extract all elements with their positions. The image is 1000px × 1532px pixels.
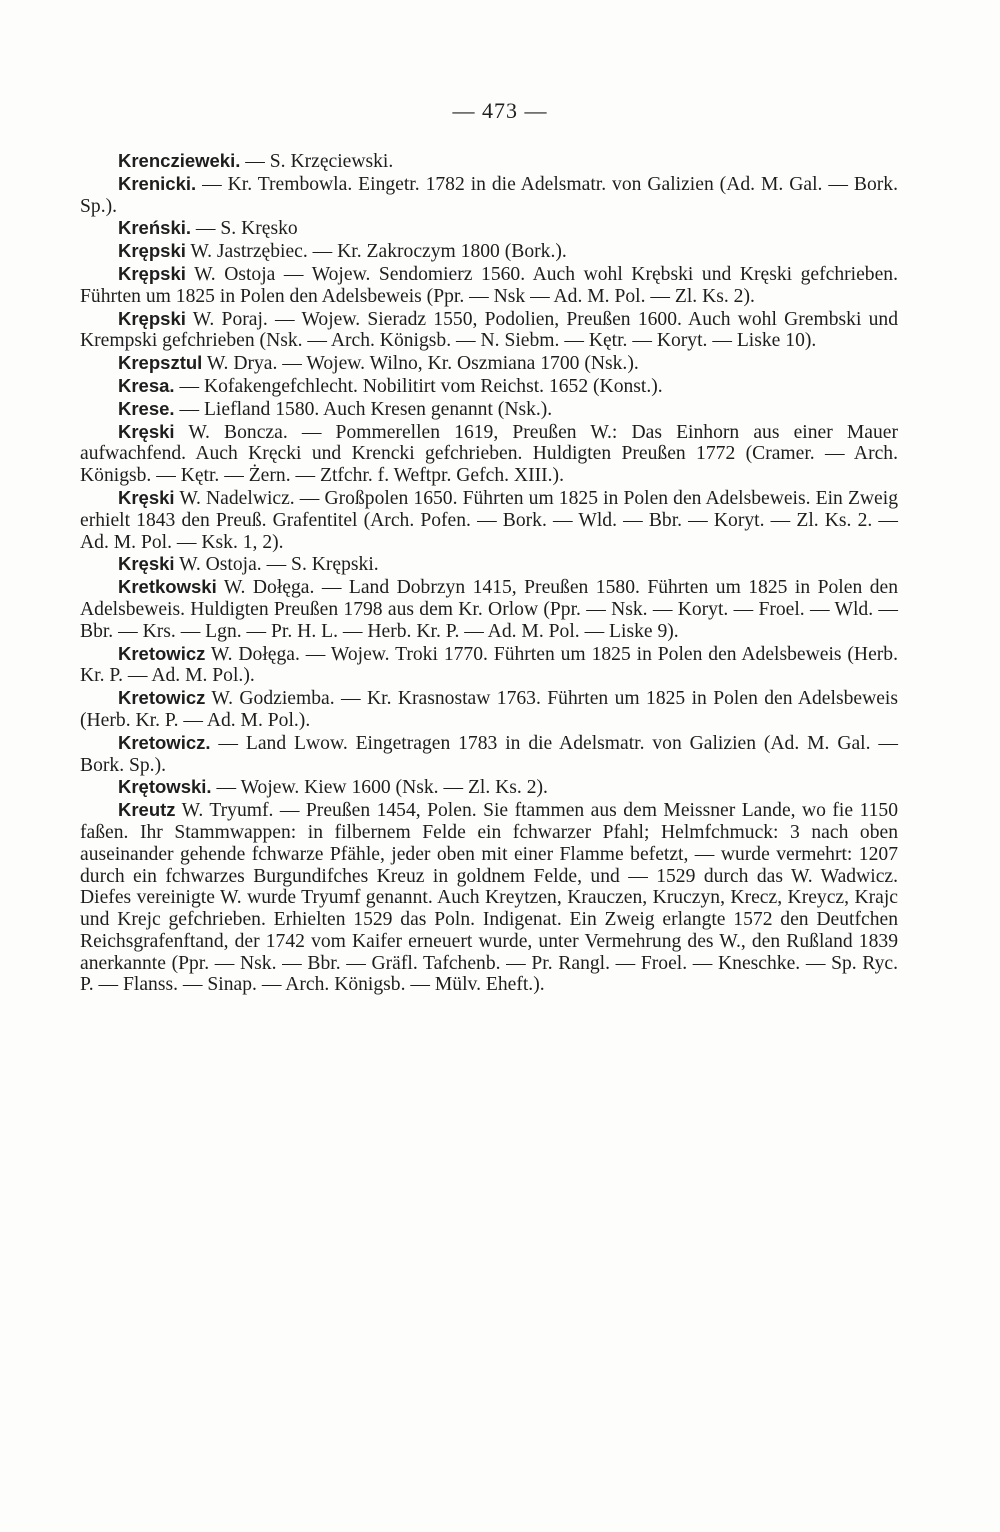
entry [80, 732, 898, 777]
entry-name: Kręski [118, 420, 175, 442]
entry-name: Krenicki. [118, 172, 197, 194]
entry-text: — Kr. Trembowla. Eingetr. 1782 in die Adelsmatr. von Galizien (Ad. M. Gal. — Bork. Sp.). [80, 173, 898, 217]
entry-name: Kretkowski [118, 576, 217, 598]
entry-text: W. Tryumf. — Preußen 1454, Polen. Sie ftammen aus dem Meissner Lande, wo fie 1150 faßen. Ihr Stammwappen: in filbernem Felde ein fchwarzer Pfahl; Helmfchmuck: 3 nach oben auseinander gehende fchwarze Pfähle, jeder oben mit einer Flamme befetzt, — wurde vermehrt: 1207 durch ein fchwarzes Burgundifches Kreuz in goldnem Felde, und — 1529 durch das W. Wadwicz. Diefes vereinigte W. wurde Tryumf genannt. Auch Kreytzen, Krauczen, Kruczyn, Krecz, Kreycz, Krajc und Krejc gefchrieben. Erhielten 1529 das Poln. Indigenat. Ein Zweig erlangte 1572 den Deutfchen Reichsgrafenftand, der 1742 vom Kaifer erneuert wurde, unter Vermehrung des W., den Rußland 1839 anerkannte (Ppr. — Nsk. — Bbr. — Gräfl. Tafchenb. — Pr. Rangl. — Froel. — Kneschke. — Sp. Ryc. P. — Flanss. — Sinap. — Arch. Königsb. — Mülv. Eheft.). [80, 800, 898, 996]
entry-text: — S. Kręsko [191, 218, 298, 240]
entry-text: W. Poraj. — Wojew. Sieradz 1550, Podolien, Preußen 1600. Auch wohl Grembski und Krempski gefchrieben (Nsk. — Arch. Königsb. — N. Siebm. — Kętr. — Koryt. — Liske 10). [80, 308, 898, 352]
entry-list [80, 150, 898, 996]
entry [80, 173, 898, 218]
entry [80, 643, 898, 688]
entry-text: W. Ostoja — Wojew. Sendomierz 1560. Auch wohl Krębski und Kręski gefchrieben. Führten um 1825 in Polen den Adelsbeweis (Ppr. — Nsk — Ad. M. Pol. — Zl. Ks. 2). [80, 263, 898, 307]
entry-text: — Liefland 1580. Auch Kresen genannt (Nsk.). [174, 398, 553, 420]
entry-name: Krępski [118, 240, 186, 262]
entry-text: W. Nadelwicz. — Großpolen 1650. Führten um 1825 in Polen den Adelsbeweis. Ein Zweig erhielt 1843 den Preuß. Grafentitel (Arch. Pofen. — Bork. — Wld. — Bbr. — Koryt. — Zl. Ks. 2. — Ad. M. Pol. — Ksk. 1, 2). [80, 487, 898, 553]
entry-text: W. Ostoja. — S. Krępski. [174, 554, 379, 576]
entry-name: Krenczieweki. [118, 150, 241, 171]
entry-text: — Land Lwow. Eingetragen 1783 in die Adelsmatr. von Galizien (Ad. M. Gal. — Bork. Sp.). [80, 732, 898, 776]
entry [80, 263, 898, 308]
entry-text: — S. Krzęciewski. [240, 151, 394, 172]
entry [80, 421, 898, 487]
entry [80, 375, 898, 398]
entry-text: W. Drya. — Wojew. Wilno, Kr. Oszmiana 1700 (Nsk.). [202, 353, 639, 375]
entry [80, 687, 898, 732]
entry-name: Kretowicz [118, 687, 206, 709]
entry-name: Krępski [118, 262, 186, 284]
entry-text: W. Dołęga. — Wojew. Troki 1770. Führten um 1825 in Polen den Adelsbeweis (Herb. Kr. P. — Ad. M. Pol.). [80, 643, 898, 687]
entry-name: Kręski [118, 486, 175, 508]
entry [80, 776, 898, 799]
entry-name: Kretowicz. [118, 731, 211, 753]
entry [80, 799, 898, 996]
entry [80, 553, 898, 576]
entry-name: Kręski [118, 553, 175, 575]
entry-name: Kresa. [118, 374, 175, 396]
entry [80, 240, 898, 263]
entry-text: — Kofakengefchlecht. Nobilitirt vom Reichst. 1652 (Konst.). [174, 375, 663, 397]
entry-name: Krepsztul [118, 352, 203, 374]
entry-name: Kreński. [118, 217, 192, 239]
entry-text: W. Jastrzębiec. — Kr. Zakroczym 1800 (Bork.). [185, 241, 567, 263]
entry-name: Kreutz [118, 799, 176, 821]
entry [80, 308, 898, 353]
entry [80, 398, 898, 421]
page-number: — 473 — [452, 98, 548, 123]
entry-text: W. Dołęga. — Land Dobrzyn 1415, Preußen 1580. Führten um 1825 in Polen den Adelsbeweis. Huldigten Preußen 1798 aus dem Kr. Orlow (Ppr. — Nsk. — Koryt. — Froel. — Wld. — Bbr. — Krs. — Lgn. — Pr. H. L. — Herb. Kr. P. — Ad. M. Pol. — Liske 9). [80, 577, 898, 642]
entry [80, 150, 898, 173]
entry-text: — Wojew. Kiew 1600 (Nsk. — Zl. Ks. 2). [211, 777, 548, 799]
entry-name: Krępski [118, 307, 186, 329]
entry [80, 487, 898, 553]
entry [80, 576, 898, 642]
entry [80, 352, 898, 375]
entry-name: Krese. [118, 397, 175, 419]
entry-text: W. Boncza. — Pommerellen 1619, Preußen W.: Das Einhorn aus einer Mauer aufwachfend. Auch Kręcki und Krencki gefchrieben. Huldigten Preußen 1772 (Cramer. — Arch. Königsb. — Kętr. — Żern. — Ztfchr. f. Weftpr. Gefch. XIII.). [80, 421, 898, 487]
entry-name: Krętowski. [118, 776, 212, 798]
entry [80, 217, 898, 240]
entry-name: Kretowicz [118, 642, 206, 664]
entry-text: W. Godziemba. — Kr. Krasnostaw 1763. Führten um 1825 in Polen den Adelsbeweis (Herb. Kr. P. — Ad. M. Pol.). [80, 688, 898, 731]
